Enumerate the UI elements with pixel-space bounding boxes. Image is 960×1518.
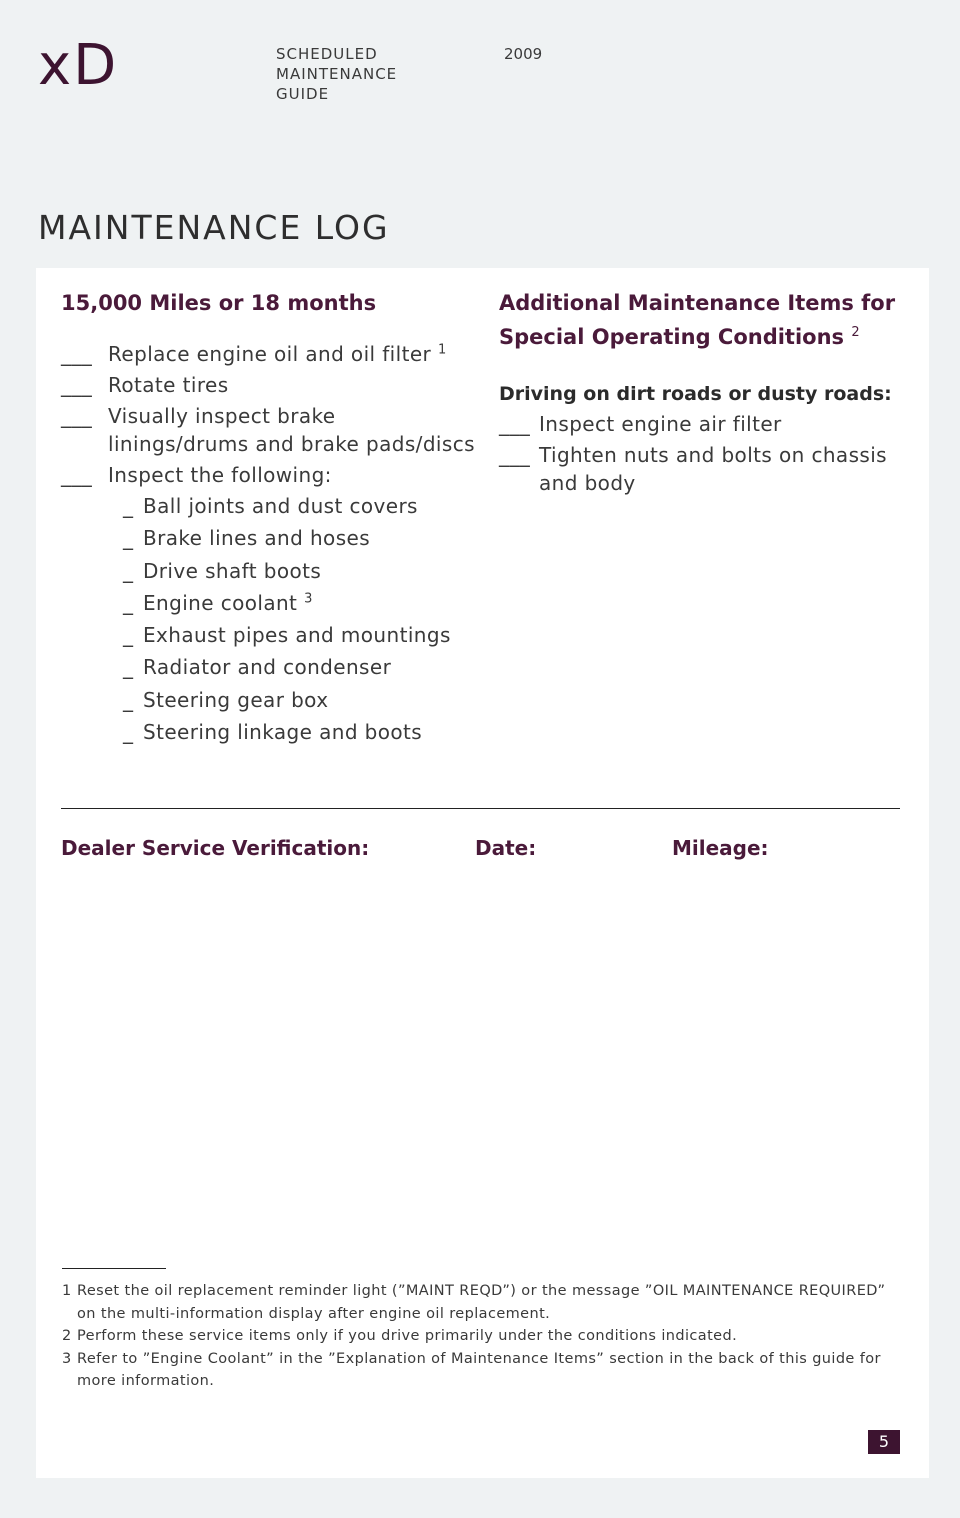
footnote-divider — [62, 1268, 166, 1269]
checkbox-blank[interactable]: _ — [123, 590, 134, 615]
mileage-label: Mileage: — [672, 836, 769, 860]
maintenance-log-card — [36, 268, 929, 1478]
footnote-number: 3 — [62, 1350, 72, 1367]
page-number: 5 — [868, 1430, 900, 1454]
item-text: Visually inspect brake linings/drums and brake pads/discs — [108, 404, 475, 456]
interval-section — [61, 288, 481, 750]
list-item — [61, 340, 481, 368]
checkbox-blank[interactable]: _ — [123, 720, 134, 745]
additional-title-text: Additional Maintenance Items for Special Operating Conditions — [499, 291, 896, 349]
section-divider — [61, 808, 900, 809]
sublist-item — [123, 718, 481, 746]
footnote-ref: 2 — [851, 325, 860, 340]
date-label: Date: — [475, 836, 537, 860]
footnote-text: Reset the oil replacement reminder light (”MAINT REQD”) or the message ”OIL MAINTENANCE REQUIRED” on the multi-information display after engine oil replacement. — [77, 1283, 886, 1322]
item-text: Ball joints and dust covers — [143, 494, 418, 518]
dealer-verification-label: Dealer Service Verification: — [61, 836, 370, 860]
item-text: Steering linkage and boots — [143, 720, 423, 745]
checkbox-blank[interactable]: ___ — [499, 443, 531, 467]
item-text: Inspect engine air filter — [539, 412, 782, 436]
item-text: Inspect the following: — [108, 463, 332, 487]
item-text: Exhaust pipes and mountings — [143, 623, 451, 648]
guide-title: SCHEDULED MAINTENANCE GUIDE — [276, 45, 398, 103]
checkbox-blank[interactable]: ___ — [499, 412, 531, 436]
footnotes — [62, 1280, 902, 1393]
condition-heading: Driving on dirt roads or dusty roads: — [499, 383, 892, 405]
sublist-item — [123, 524, 481, 552]
sublist-item — [123, 557, 481, 585]
footnote-ref: 3 — [304, 591, 313, 607]
item-text: Brake lines and hoses — [143, 526, 371, 551]
guide-year: 2009 — [504, 45, 543, 63]
checkbox-blank[interactable]: _ — [123, 526, 134, 551]
footnote-text: Refer to ”Engine Coolant” in the ”Explanation of Maintenance Items” section in the back of this guide for more information. — [77, 1350, 881, 1389]
additional-title — [499, 288, 909, 352]
item-text: Rotate tires — [108, 373, 229, 397]
list-item — [499, 441, 909, 497]
checkbox-blank[interactable]: _ — [123, 623, 134, 648]
additional-section — [499, 288, 909, 500]
footnote — [62, 1325, 902, 1348]
checkbox-blank[interactable]: _ — [123, 687, 134, 712]
item-text: Tighten nuts and bolts on chassis and body — [539, 443, 887, 495]
list-item — [61, 461, 481, 489]
sublist-item — [123, 492, 481, 520]
item-text: Replace engine oil and oil filter — [108, 342, 432, 366]
additional-item-list — [499, 410, 909, 497]
item-text: Radiator and condenser — [143, 655, 392, 680]
interval-title: 15,000 Miles or 18 months — [61, 291, 377, 315]
interval-item-list — [61, 340, 481, 489]
footnote — [62, 1280, 902, 1325]
checkbox-blank[interactable]: ___ — [61, 404, 93, 428]
page-title: MAINTENANCE LOG — [38, 208, 390, 247]
sublist-item — [123, 589, 481, 617]
item-text: Drive shaft boots — [143, 558, 322, 583]
brand-logo: xD — [38, 33, 119, 98]
checkbox-blank[interactable]: ___ — [61, 373, 93, 397]
list-item — [61, 402, 481, 458]
inspection-sublist — [61, 492, 481, 746]
footnote — [62, 1348, 902, 1393]
checkbox-blank[interactable]: _ — [123, 494, 134, 518]
item-text: Steering gear box — [143, 687, 329, 712]
footnote-number: 1 — [62, 1283, 72, 1299]
footnote-text: Perform these service items only if you drive primarily under the conditions indicated. — [77, 1328, 738, 1344]
item-text: Engine coolant — [143, 590, 298, 615]
footnote-ref: 1 — [437, 342, 447, 358]
checkbox-blank[interactable]: ___ — [61, 342, 93, 366]
sublist-item — [123, 621, 481, 649]
footnote-number: 2 — [62, 1328, 72, 1344]
checkbox-blank[interactable]: _ — [123, 558, 134, 583]
checkbox-blank[interactable]: _ — [123, 655, 134, 680]
list-item — [61, 371, 481, 399]
sublist-item — [123, 653, 481, 681]
sublist-item — [123, 686, 481, 714]
checkbox-blank[interactable]: ___ — [61, 463, 93, 487]
list-item — [499, 410, 909, 438]
